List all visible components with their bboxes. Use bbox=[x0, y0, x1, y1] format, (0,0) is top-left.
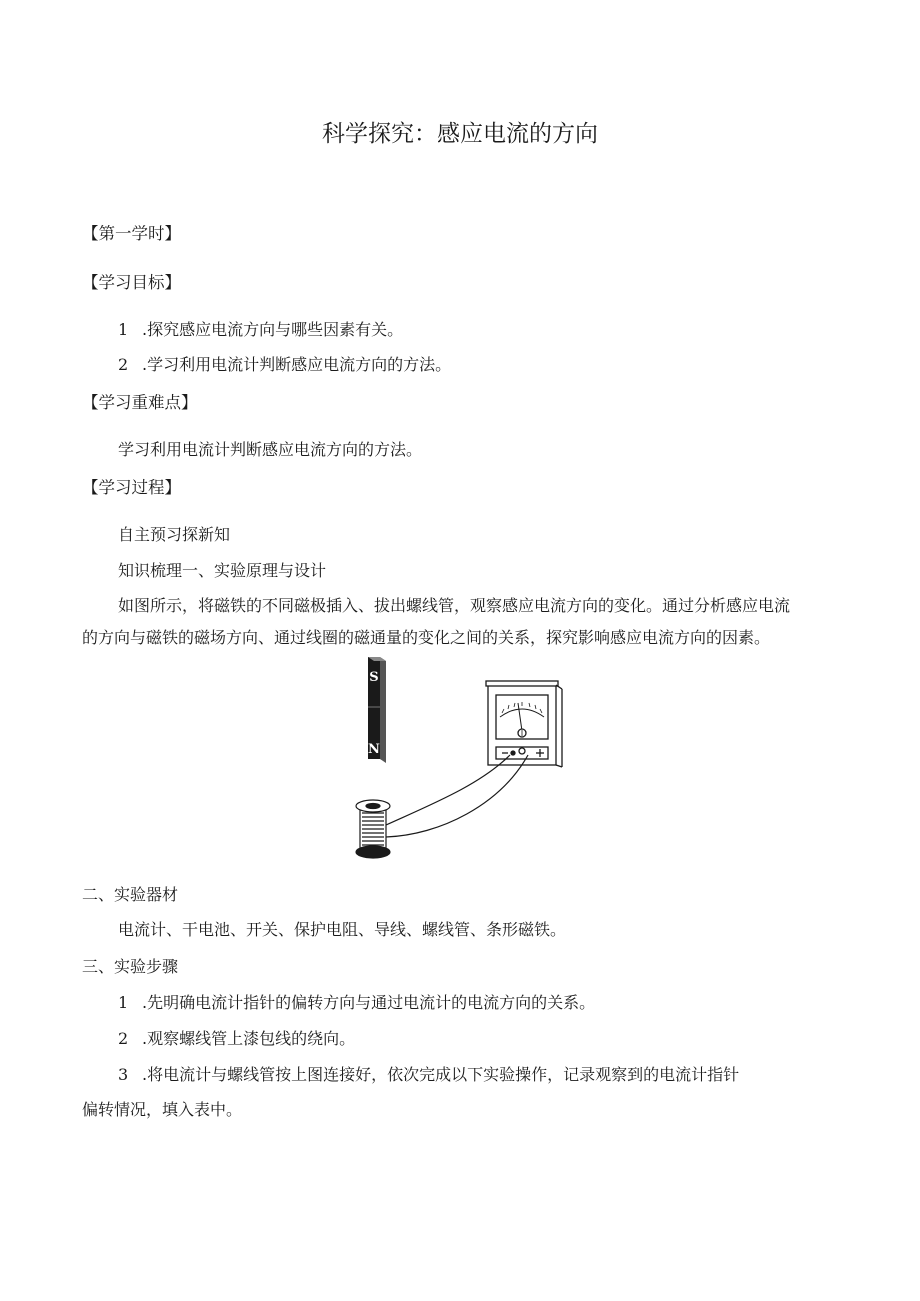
objectives-heading: 【学习目标】 bbox=[82, 273, 181, 292]
section-2-heading: 二、实验器材 bbox=[82, 885, 179, 904]
period-heading: 【第一学时】 bbox=[82, 224, 181, 243]
step-text: .将电流计与螺线管按上图连接好，依次完成以下实验操作，记录观察到的电流计指针 bbox=[142, 1065, 740, 1084]
galvanometer bbox=[486, 681, 562, 767]
section-1-heading: 知识梳理一、实验原理与设计 bbox=[118, 561, 327, 580]
step-number: 2 bbox=[118, 1029, 129, 1048]
objective-text: .探究感应电流方向与哪些因素有关。 bbox=[142, 320, 404, 339]
wires bbox=[386, 755, 528, 837]
page-title: 科学探究：感应电流的方向 bbox=[322, 121, 598, 147]
section-3-heading: 三、实验步骤 bbox=[82, 957, 179, 976]
materials-text: 电流计、干电池、开关、保护电阻、导线、螺线管、条形磁铁。 bbox=[118, 920, 567, 939]
objective-number: 1 bbox=[118, 320, 129, 339]
step-item bbox=[118, 993, 595, 1013]
step-number: 3 bbox=[118, 1065, 129, 1084]
step-continuation: 偏转情况，填入表中。 bbox=[82, 1100, 243, 1119]
experiment-figure bbox=[350, 655, 570, 860]
key-points-heading: 【学习重难点】 bbox=[82, 393, 198, 412]
paragraph-line: 的方向与磁铁的磁场方向、通过线圈的磁通量的变化之间的关系，探究影响感应电流方向的因素。 bbox=[82, 628, 771, 647]
step-text: .观察螺线管上漆包线的绕向。 bbox=[142, 1029, 356, 1048]
objective-item bbox=[118, 320, 403, 340]
magnet-north-label: N bbox=[368, 742, 380, 757]
step-text: .先明确电流计指针的偏转方向与通过电流计的电流方向的关系。 bbox=[142, 993, 596, 1012]
key-points-text: 学习利用电流计判断感应电流方向的方法。 bbox=[118, 440, 423, 459]
magnet-south-label: S bbox=[369, 670, 379, 685]
paragraph-line: 如图所示，将磁铁的不同磁极插入、拔出螺线管，观察感应电流方向的变化。通过分析感应电流 bbox=[118, 596, 791, 615]
preview-label: 自主预习探新知 bbox=[118, 525, 231, 544]
solenoid bbox=[356, 800, 390, 858]
objective-text: .学习利用电流计判断感应电流方向的方法。 bbox=[142, 355, 452, 374]
process-heading: 【学习过程】 bbox=[82, 478, 181, 497]
step-number: 1 bbox=[118, 993, 129, 1012]
objective-number: 2 bbox=[118, 355, 129, 374]
step-item bbox=[118, 1029, 355, 1049]
bar-magnet bbox=[368, 657, 386, 763]
objective-item bbox=[118, 355, 451, 375]
step-item bbox=[118, 1065, 739, 1085]
